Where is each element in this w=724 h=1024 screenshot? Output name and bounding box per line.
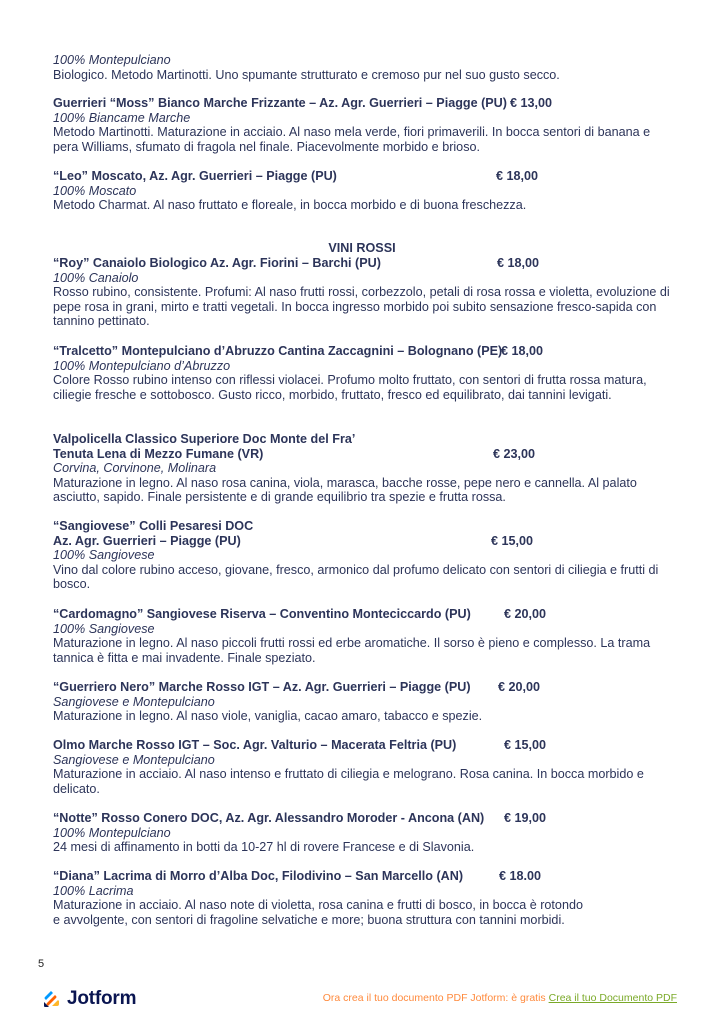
wine-price: € 20,00	[498, 680, 541, 694]
wine-entry-sangiovese	[53, 519, 674, 592]
wine-entry-moss	[53, 96, 674, 154]
wine-description-line1: Maturazione in acciaio. Al naso note di violetta, rosa canina e frutti di bosco, in bocca è rotondo	[53, 898, 583, 912]
wine-title: “Notte” Rosso Conero DOC, Az. Agr. Alessandro Moroder - Ancona (AN) € 19,00	[53, 811, 547, 825]
wine-entry-leo	[53, 169, 674, 213]
wine-description: Colore Rosso rubino intenso con riflessi violacei. Profumo molto fruttato, con sentori di frutta rossa matura, ciliegie fresche e sottobosco. Gusto ricco, morbido, fruttato, fresco ed equilibrato, dai tannini levigati.	[53, 373, 647, 402]
wine-title: Tenuta Lena di Mezzo Fumane (VR) € 23,00	[53, 446, 536, 461]
wine-price: € 18,00	[501, 344, 544, 358]
wine-entry-cardomagno	[53, 607, 674, 665]
wine-price: € 19,00	[504, 811, 547, 825]
wine-price: € 15,00	[491, 533, 534, 548]
wine-description: Metodo Martinotti. Maturazione in acciaio. Al naso mela verde, fiori primaverili. In bocca sentori di banana e pera Williams, sfumato di fragola nel finale. Piacevolmente morbido e brioso.	[53, 125, 651, 154]
wine-description: Metodo Charmat. Al naso fruttato e floreale, in bocca morbido e di buona freschezza.	[53, 198, 527, 212]
wine-entry-guerriero-nero	[53, 680, 674, 724]
wine-grape: 100% Sangiovese	[53, 548, 155, 562]
wine-description: Biologico. Metodo Martinotti. Uno spumante strutturato e cremoso pur nel suo gusto secco.	[53, 67, 560, 82]
wine-title: “Diana” Lacrima di Morro d’Alba Doc, Filodivino – San Marcello (AN) € 18.00	[53, 869, 542, 883]
wine-title-line1: Valpolicella Classico Superiore Doc Monte del Fra’	[53, 432, 356, 446]
wine-title: “Tralcetto” Montepulciano d’Abruzzo Cantina Zaccagnini – Bolognano (PE) € 18,00	[53, 344, 544, 358]
wine-price: € 13,00	[510, 96, 553, 110]
wine-grape: 100% Montepulciano	[53, 825, 171, 840]
wine-grape: Sangiovese e Montepulciano	[53, 694, 215, 709]
wine-title: “Roy” Canaiolo Biologico Az. Agr. Fiorini – Barchi (PU) € 18,00	[53, 256, 540, 270]
wine-description: Vino dal colore rubino acceso, giovane, fresco, armonico dal profumo delicato con sentori di ciliegia e frutti di bosco.	[53, 562, 659, 591]
wine-entry-roy	[53, 256, 674, 329]
wine-grape: Sangiovese e Montepulciano	[53, 752, 215, 767]
wine-title: Guerrieri “Moss” Bianco Marche Frizzante – Az. Agr. Guerrieri – Piagge (PU) € 13,00	[53, 96, 553, 110]
jotform-logo-icon	[42, 989, 62, 1009]
section-title-vini-rossi: VINI ROSSI	[328, 241, 396, 255]
jotform-logo[interactable]	[42, 988, 136, 1010]
footer-bar	[0, 986, 724, 1014]
wine-description: Maturazione in legno. Al naso piccoli frutti rossi ed erbe aromatiche. Il sorso è pieno e complesso. La trama tannica è fitta e mai invadente. Finale speziato.	[53, 636, 651, 665]
wine-entry-olmo	[53, 738, 674, 796]
wine-grape: 100% Montepulciano	[53, 53, 171, 67]
wine-price: € 23,00	[493, 446, 536, 461]
wine-grape: Corvina, Corvinone, Molinara	[53, 461, 217, 475]
wine-price: € 20,00	[504, 607, 547, 621]
wine-title: “Leo” Moscato, Az. Agr. Guerrieri – Piagge (PU) € 18,00	[53, 169, 539, 183]
wine-grape: 100% Sangiovese	[53, 621, 155, 636]
wine-price: € 18,00	[497, 256, 540, 270]
wine-grape: 100% Lacrima	[53, 883, 134, 898]
footer-promo-text: Ora crea il tuo documento PDF Jotform: è gratis	[322, 992, 546, 1004]
wine-description: Maturazione in acciaio. Al naso intenso e fruttato di ciliegia e melograno. Rosa canina. In bocca morbido e delicato.	[53, 767, 644, 796]
wine-grape: 100% Biancame Marche	[53, 110, 191, 125]
wine-title: “Cardomagno” Sangiovese Riserva – Conventino Monteciccardo (PU) € 20,00	[53, 607, 547, 621]
wine-title-line1: “Sangiovese” Colli Pesaresi DOC	[53, 519, 254, 533]
wine-entry-continued	[53, 53, 674, 82]
page-number: 5	[38, 958, 45, 970]
wine-entry-tralcetto	[53, 344, 674, 402]
create-pdf-link[interactable]: Crea il tuo Documento PDF	[548, 992, 677, 1004]
wine-price: € 18,00	[496, 169, 539, 183]
wine-grape: 100% Montepulciano d’Abruzzo	[53, 358, 231, 373]
wine-entry-diana	[53, 869, 674, 927]
wine-description: 24 mesi di affinamento in botti da 10-27 hl di rovere Francese e di Slavonia.	[53, 840, 475, 854]
wine-description: Rosso rubino, consistente. Profumi: Al naso frutti rossi, corbezzolo, petali di rosa rossa e violetta, evoluzione di pepe rosa in grani, mirto e tratti vegetali. In bocca ingresso morbido poi subito sensazione fresco-sapida con tannino pettinato.	[53, 285, 670, 328]
wine-description: Maturazione in legno. Al naso viole, vaniglia, cacao amaro, tabacco e spezie.	[53, 709, 483, 723]
wine-price: € 15,00	[504, 738, 547, 752]
wine-price: € 18.00	[499, 869, 542, 883]
footer-promo	[323, 992, 677, 1004]
wine-description: Maturazione in legno. Al naso rosa canina, viola, marasca, bacche rosse, pepe nero e cannella. Al palato asciutto, sapido. Finale persistente e di grande equilibrio tra spezie e frutta rossa.	[53, 475, 637, 504]
wine-grape: 100% Canaiolo	[53, 270, 139, 285]
wine-title: Olmo Marche Rosso IGT – Soc. Agr. Valturio – Macerata Feltria (PU) € 15,00	[53, 738, 547, 752]
wine-title: “Guerriero Nero” Marche Rosso IGT – Az. Agr. Guerrieri – Piagge (PU) € 20,00	[53, 680, 541, 694]
jotform-logo-text: Jotform	[67, 988, 137, 1009]
wine-title: Az. Agr. Guerrieri – Piagge (PU) € 15,00	[53, 533, 534, 548]
wine-description-line2: e avvolgente, con sentori di fragoline selvatiche e more; buona struttura con tannini morbidi.	[53, 912, 565, 927]
wine-entry-valpolicella	[53, 432, 674, 505]
wine-grape: 100% Moscato	[53, 183, 137, 198]
wine-entry-notte	[53, 811, 674, 855]
